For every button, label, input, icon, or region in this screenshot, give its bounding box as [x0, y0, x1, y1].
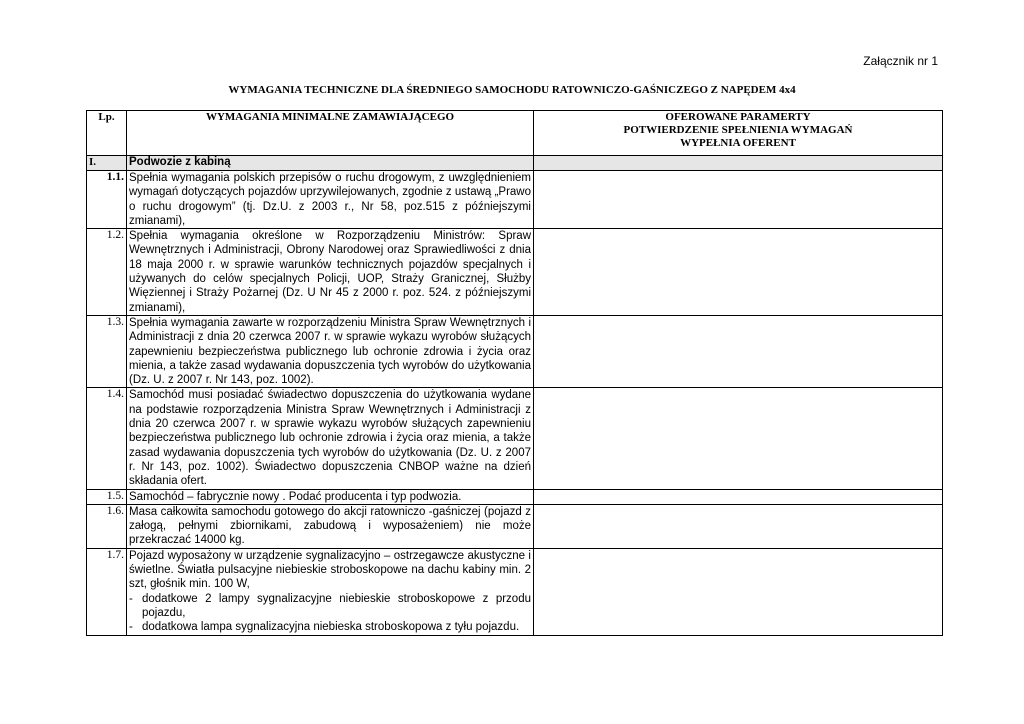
table-row — [87, 315, 943, 387]
table-row — [87, 229, 943, 316]
header-offered — [534, 111, 943, 156]
row-offer-cell[interactable] — [534, 504, 943, 548]
table-header-row — [87, 111, 943, 156]
section-offer-cell — [534, 156, 943, 171]
row-number: 1.7. — [87, 548, 127, 635]
section-label: Podwozie z kabiną — [127, 156, 534, 171]
header-requirements: WYMAGANIA MINIMALNE ZAMAWIAJĄCEGO — [127, 111, 534, 156]
bullet-marker: - — [129, 621, 133, 634]
header-offered-line2: POTWIERDZENIE SPEŁNIENIA WYMAGAŃ — [623, 124, 853, 136]
row-number: 1.2. — [87, 229, 127, 316]
row-offer-cell[interactable] — [534, 171, 943, 229]
row-number: 1.6. — [87, 504, 127, 548]
header-offered-line1: OFEROWANE PARAMERTY — [665, 111, 811, 123]
document-title: WYMAGANIA TECHNICZNE DLA ŚREDNIEGO SAMOCHODU RATOWNICZO-GAŚNICZEGO Z NAPĘDEM 4x4 — [228, 84, 796, 96]
row-requirement: Samochód musi posiadać świadectwo dopuszczenia do użytkowania wydane na podstawie rozporządzenia Ministra Spraw Wewnętrznych i Administracji z dnia 20 czerwca 2007 r. w sprawie wykazu wyrobów służących zapewnieniu bezpieczeństwa publicznego lub ochronie zdrowia i życia oraz mienia, a także zasad wydawania dopuszczenia tych wyrobów do użytkowania (Dz. U. z 2007 r. Nr 143, poz. 1002). Świadectwo dopuszczenia CNBOP ważne na dzień składania ofert. — [127, 388, 534, 489]
table-row — [87, 504, 943, 548]
row-number: 1.1. — [87, 171, 127, 229]
list-item-text: dodatkowa lampa sygnalizacyjna niebieska stroboskopowa z tyłu pojazdu. — [142, 621, 520, 634]
row-requirement: Spełnia wymagania zawarte w rozporządzeniu Ministra Spraw Wewnętrznych i Administracji z dnia 20 czerwca 2007 r. w sprawie wykazu wyrobów służących zapewnieniu bezpieczeństwa publicznego lub ochronie zdrowia i życia oraz mienia, a także zasad wydawania dopuszczenia tych wyrobów do użytkowania (Dz. U. z 2007 r. Nr 143, poz. 1002). — [127, 315, 534, 387]
list-item-text: dodatkowe 2 lampy sygnalizacyjne niebieskie stroboskopowe z przodu pojazdu, — [142, 592, 531, 619]
table-row — [87, 388, 943, 489]
row-requirement: Masa całkowita samochodu gotowego do akcji ratowniczo -gaśniczej (pojazd z załogą, pełnymi zbiornikami, zabudową i wyposażeniem) nie może przekraczać 14000 kg. — [127, 504, 534, 548]
list-item — [129, 592, 531, 621]
table-row — [87, 489, 943, 504]
section-number: I. — [87, 156, 127, 171]
row-offer-cell[interactable] — [534, 315, 943, 387]
requirements-table — [86, 110, 943, 636]
table-row — [87, 171, 943, 229]
annex-label: Załącznik nr 1 — [863, 54, 938, 68]
row-requirement: Spełnia wymagania określone w Rozporządzeniu Ministrów: Spraw Wewnętrznych i Administracji, Obrony Narodowej oraz Sprawiedliwości z dnia 18 maja 2000 r. w sprawie warunków technicznych pojazdów specjalnych i używanych do celów specjalnych Policji, UOP, Straży Granicznej, Służby Więziennej i Straży Pożarnej (Dz. U Nr 45 z 2000 r. poz. 524. z późniejszymi zmianami), — [127, 229, 534, 316]
row-number: 1.3. — [87, 315, 127, 387]
row-offer-cell[interactable] — [534, 489, 943, 504]
row-number: 1.4. — [87, 388, 127, 489]
header-offered-line3: WYPEŁNIA OFERENT — [680, 137, 796, 149]
section-row — [87, 156, 943, 171]
row-requirement: Spełnia wymagania polskich przepisów o ruchu drogowym, z uwzględnieniem wymagań dotyczących pojazdów uprzywilejowanych, zgodnie z ustawą „Prawo o ruchu drogowym” (tj. Dz.U. z 2003 r., Nr 58, poz.515 z późniejszymi zmianami), — [127, 171, 534, 229]
row-requirement-text: Pojazd wyposażony w urządzenie sygnalizacyjno – ostrzegawcze akustyczne i świetlne. Światła pulsacyjne niebieskie stroboskopowe na dachu kabiny min. 2 szt, głośnik min. 100 W, — [129, 549, 531, 591]
list-item — [129, 620, 531, 634]
row-offer-cell[interactable] — [534, 229, 943, 316]
row-requirement: Samochód – fabrycznie nowy . Podać producenta i typ podwozia. — [127, 489, 534, 504]
header-lp: Lp. — [87, 111, 127, 156]
row-offer-cell[interactable] — [534, 548, 943, 635]
bullet-marker: - — [129, 592, 133, 605]
table-row — [87, 548, 943, 635]
row-offer-cell[interactable] — [534, 388, 943, 489]
row-number: 1.5. — [87, 489, 127, 504]
row-requirement — [127, 548, 534, 635]
